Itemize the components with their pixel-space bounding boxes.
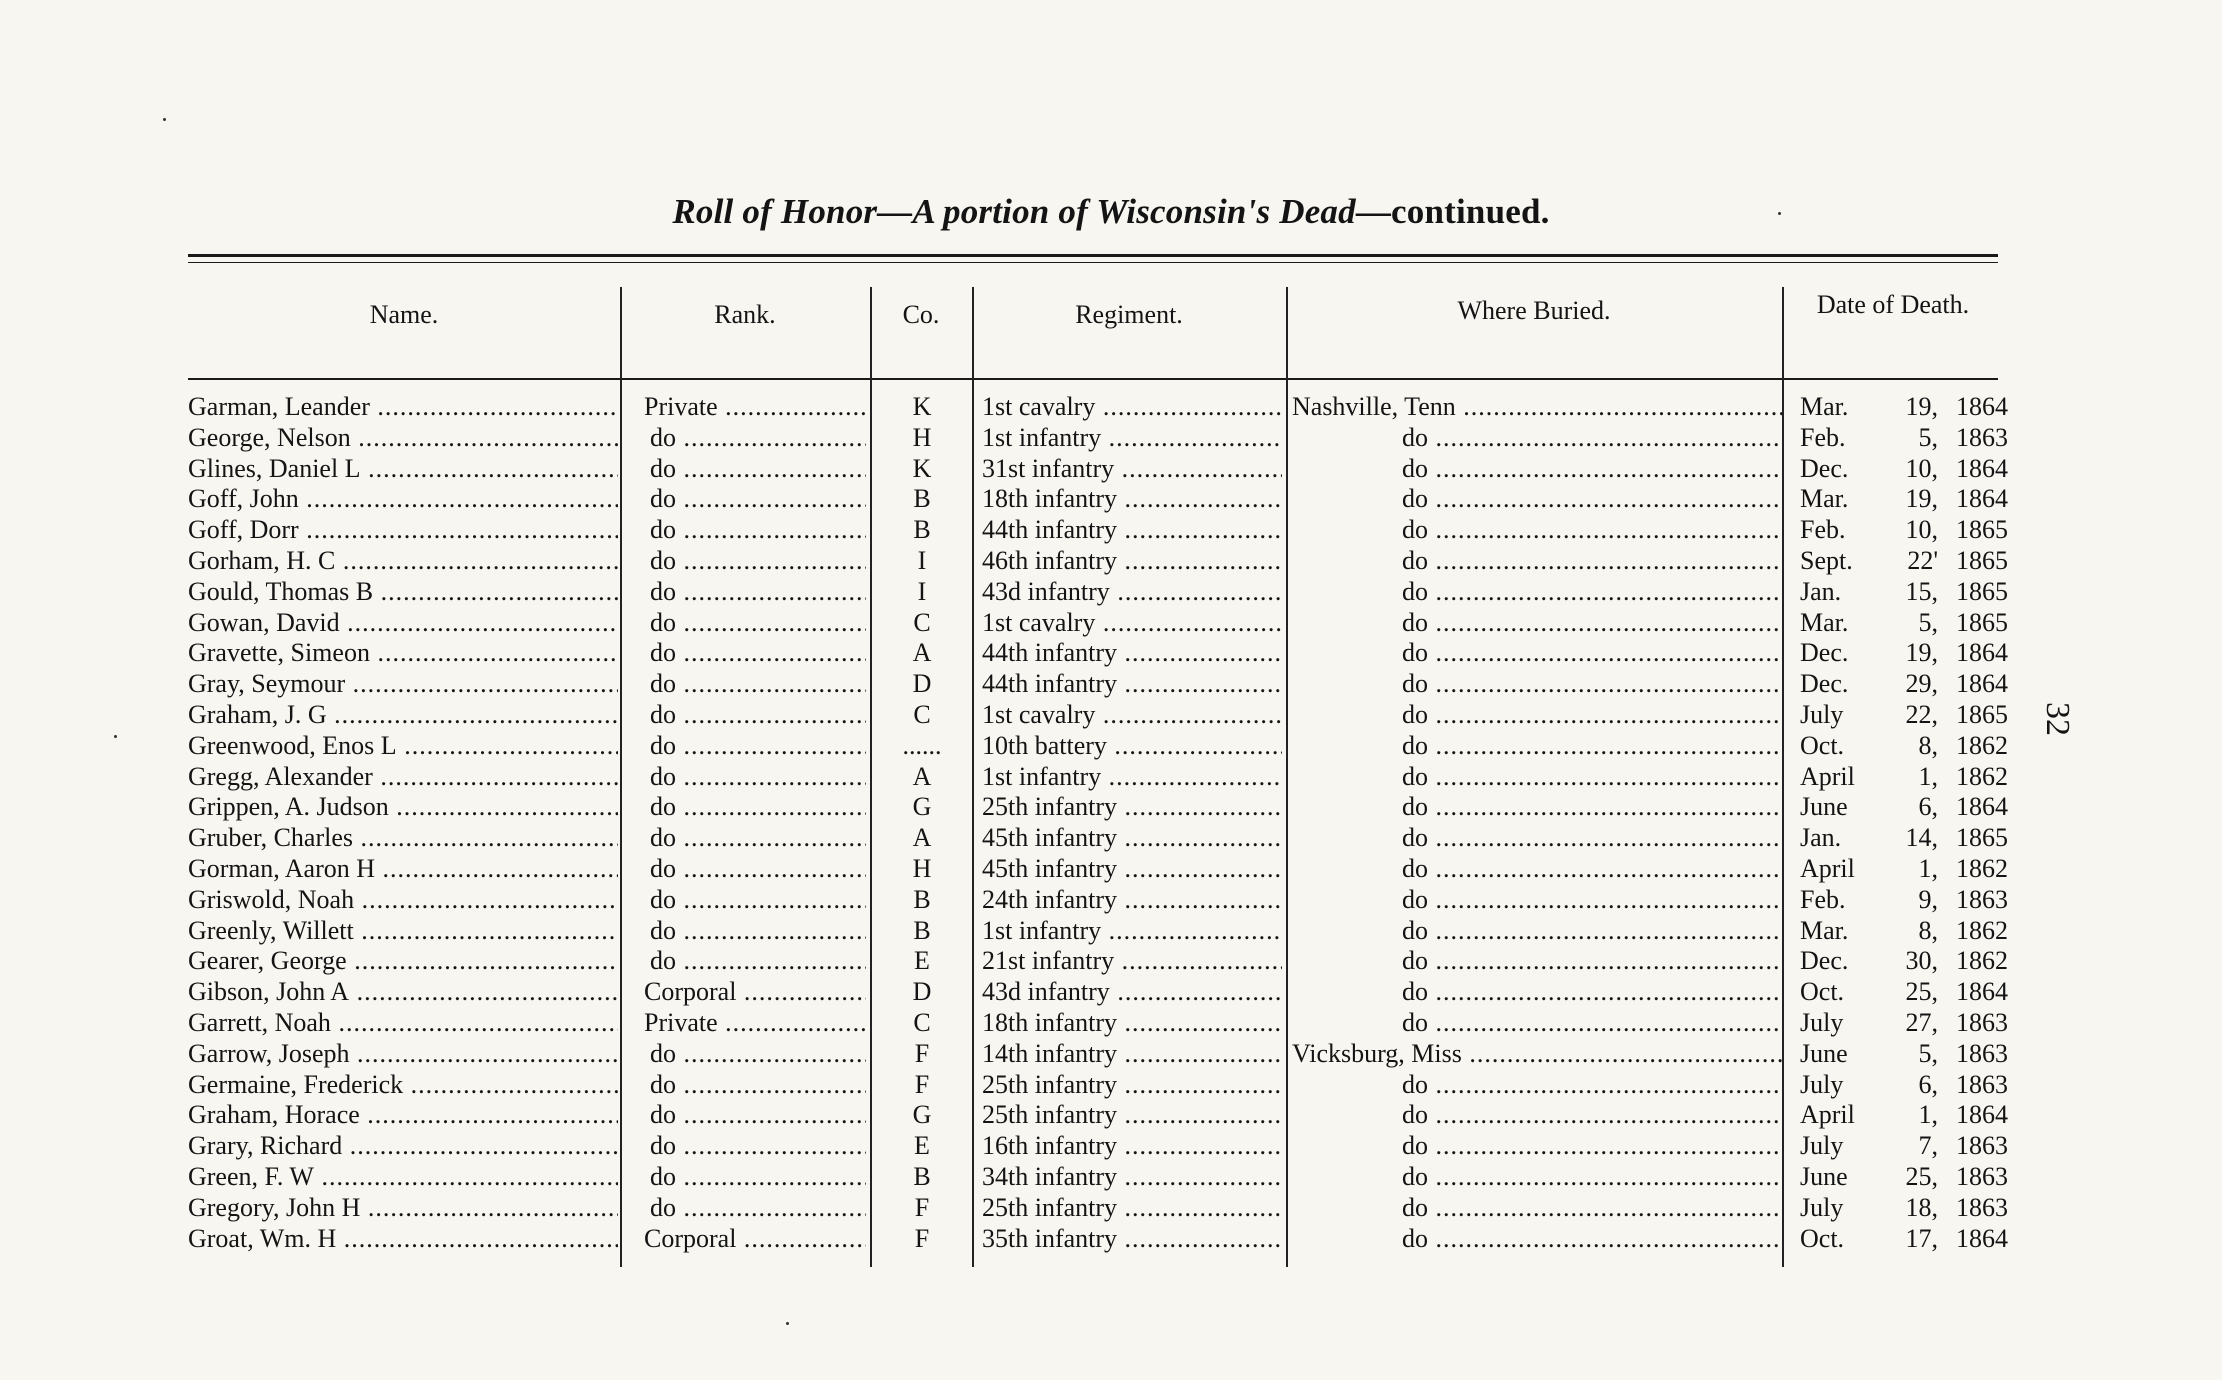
table-row [0, 1193, 2222, 1224]
soldier-rank: do ..... [630, 700, 866, 730]
soldier-name: Gregg, Alexander ..... [188, 762, 618, 792]
table-row [0, 1131, 2222, 1162]
soldier-name: Graham, Horace ..... [188, 1100, 618, 1130]
regiment: 1st infantry ..... [982, 762, 1282, 792]
regiment: 18th infantry ..... [982, 484, 1282, 514]
date-of-death [1800, 916, 2012, 946]
soldier-rank: do ..... [630, 854, 866, 884]
date-of-death [1800, 392, 2012, 422]
soldier-name: Griswold, Noah ..... [188, 885, 618, 915]
company: G [912, 1100, 932, 1130]
soldier-name: Goff, John ..... [188, 484, 618, 514]
top-rule-thick [188, 254, 1998, 257]
regiment: 44th infantry ..... [982, 638, 1282, 668]
death-month: Oct. [1800, 730, 1845, 760]
date-of-death [1800, 1039, 2012, 1069]
regiment: 25th infantry ..... [982, 1100, 1282, 1130]
death-year: 1863 [1956, 1192, 2008, 1222]
company: K [912, 453, 932, 483]
death-month: April [1800, 853, 1855, 883]
death-month: Mar. [1800, 915, 1849, 945]
company: F [914, 1069, 930, 1099]
soldier-rank: do ..... [630, 823, 866, 853]
header-co: Co. [902, 300, 940, 329]
regiment: 43d infantry ..... [982, 977, 1282, 1007]
company: G [912, 792, 932, 822]
death-year: 1864 [1956, 1100, 2008, 1130]
date-of-death [1800, 577, 2012, 607]
death-day: 8, [1918, 915, 1938, 945]
company: F [914, 1192, 930, 1222]
regiment: 10th battery ..... [982, 731, 1282, 761]
company: A [912, 761, 932, 791]
death-year: 1865 [1956, 545, 2008, 575]
death-year: 1864 [1956, 1223, 2008, 1253]
company: H [912, 853, 932, 883]
death-month: Dec. [1800, 638, 1849, 668]
death-year: 1864 [1956, 453, 2008, 483]
death-month: Feb. [1800, 884, 1846, 914]
print-speck [786, 1322, 789, 1325]
soldier-name: Gibson, John A ..... [188, 977, 618, 1007]
regiment: 45th infantry ..... [982, 854, 1282, 884]
burial-place: do ..... [1292, 885, 1782, 915]
burial-place: do ..... [1292, 916, 1782, 946]
soldier-rank: do ..... [630, 792, 866, 822]
burial-place: do ..... [1292, 669, 1782, 699]
soldier-rank: do ..... [630, 638, 866, 668]
death-year: 1865 [1956, 823, 2008, 853]
soldier-rank: do ..... [630, 515, 866, 545]
date-of-death [1800, 669, 2012, 699]
burial-place: do ..... [1292, 484, 1782, 514]
table-row [0, 577, 2222, 608]
roll-table-body [0, 392, 2222, 1254]
table-row [0, 854, 2222, 885]
death-day: 5, [1918, 1038, 1938, 1068]
death-day: 10, [1905, 453, 1938, 483]
date-of-death [1800, 1193, 2012, 1223]
soldier-name: Greenly, Willett ..... [188, 916, 618, 946]
regiment: 18th infantry ..... [982, 1008, 1282, 1038]
date-of-death [1800, 638, 2012, 668]
soldier-name: Gould, Thomas B ..... [188, 577, 618, 607]
table-row [0, 731, 2222, 762]
table-row [0, 1070, 2222, 1101]
death-month: July [1800, 1007, 1844, 1037]
company: D [912, 977, 932, 1007]
death-month: Jan. [1800, 576, 1842, 606]
soldier-name: Gorham, H. C ..... [188, 546, 618, 576]
death-year: 1862 [1956, 853, 2008, 883]
soldier-rank: Private ..... [630, 392, 866, 422]
regiment: 43d infantry ..... [982, 577, 1282, 607]
date-of-death [1800, 792, 2012, 822]
death-year: 1864 [1956, 484, 2008, 514]
soldier-rank: do ..... [630, 423, 866, 453]
date-of-death [1800, 977, 2012, 1007]
soldier-name: Gray, Seymour ..... [188, 669, 618, 699]
death-day: 22' [1907, 545, 1938, 575]
table-row [0, 885, 2222, 916]
death-month: Dec. [1800, 669, 1849, 699]
burial-place: do ..... [1292, 546, 1782, 576]
regiment: 1st cavalry ..... [982, 392, 1282, 422]
death-year: 1863 [1956, 1131, 2008, 1161]
death-year: 1865 [1956, 699, 2008, 729]
death-year: 1863 [1956, 1069, 2008, 1099]
date-of-death [1800, 1224, 2012, 1254]
burial-place: do ..... [1292, 854, 1782, 884]
soldier-rank: do ..... [630, 608, 866, 638]
table-row [0, 454, 2222, 485]
date-of-death [1800, 854, 2012, 884]
table-row [0, 1039, 2222, 1070]
death-day: 17, [1905, 1223, 1938, 1253]
death-day: 6, [1918, 792, 1938, 822]
death-month: April [1800, 1100, 1855, 1130]
company: B [913, 915, 931, 945]
table-row [0, 700, 2222, 731]
table-row [0, 1162, 2222, 1193]
table-row [0, 916, 2222, 947]
burial-place: do ..... [1292, 638, 1782, 668]
death-day: 6, [1918, 1069, 1938, 1099]
table-row [0, 515, 2222, 546]
table-row [0, 823, 2222, 854]
death-day: 19, [1905, 392, 1938, 421]
date-of-death [1800, 1162, 2012, 1192]
soldier-rank: do ..... [630, 546, 866, 576]
date-of-death [1800, 1008, 2012, 1038]
company: C [913, 699, 931, 729]
date-of-death [1800, 885, 2012, 915]
burial-place: do ..... [1292, 1193, 1782, 1223]
company: C [913, 1007, 931, 1037]
soldier-rank: do ..... [630, 1131, 866, 1161]
soldier-name: Glines, Daniel L ..... [188, 454, 618, 484]
death-month: Mar. [1800, 607, 1849, 637]
death-month: June [1800, 1161, 1848, 1191]
soldier-rank: do ..... [630, 885, 866, 915]
death-year: 1865 [1956, 607, 2008, 637]
burial-place: do ..... [1292, 1100, 1782, 1130]
death-year: 1864 [1956, 977, 2008, 1007]
date-of-death [1800, 762, 2012, 792]
company: F [914, 1223, 930, 1253]
regiment: 31st infantry ..... [982, 454, 1282, 484]
company: B [913, 484, 931, 514]
date-of-death [1800, 423, 2012, 453]
soldier-name: Garrow, Joseph ..... [188, 1039, 618, 1069]
death-day: 14, [1905, 823, 1938, 853]
death-month: Oct. [1800, 1223, 1845, 1253]
soldier-name: Gravette, Simeon ..... [188, 638, 618, 668]
company: B [913, 1161, 931, 1191]
header-regiment: Regiment. [1075, 300, 1183, 329]
death-month: Dec. [1800, 946, 1849, 976]
death-year: 1863 [1956, 884, 2008, 914]
table-row [0, 1224, 2222, 1255]
death-month: April [1800, 761, 1855, 791]
burial-place: do ..... [1292, 823, 1782, 853]
burial-place: do ..... [1292, 1224, 1782, 1254]
death-month: Feb. [1800, 515, 1846, 545]
death-day: 29, [1905, 669, 1938, 699]
death-day: 7, [1918, 1131, 1938, 1161]
death-year: 1863 [1956, 1161, 2008, 1191]
table-row [0, 546, 2222, 577]
soldier-name: Graham, J. G ..... [188, 700, 618, 730]
soldier-rank: do ..... [630, 1070, 866, 1100]
regiment: 35th infantry ..... [982, 1224, 1282, 1254]
death-year: 1863 [1956, 1007, 2008, 1037]
company: D [912, 669, 932, 699]
regiment: 44th infantry ..... [982, 669, 1282, 699]
regiment: 16th infantry ..... [982, 1131, 1282, 1161]
death-day: 19, [1905, 484, 1938, 514]
soldier-name: Gregory, John H ..... [188, 1193, 618, 1223]
burial-place: do ..... [1292, 792, 1782, 822]
death-month: June [1800, 792, 1848, 822]
date-of-death [1800, 608, 2012, 638]
company: H [912, 422, 932, 452]
burial-place: do ..... [1292, 515, 1782, 545]
death-year: 1864 [1956, 669, 2008, 699]
death-month: June [1800, 1038, 1848, 1068]
date-of-death [1800, 823, 2012, 853]
death-month: Sept. [1800, 545, 1853, 575]
burial-place: do ..... [1292, 977, 1782, 1007]
soldier-rank: do ..... [630, 762, 866, 792]
header-rule [188, 378, 1998, 380]
table-row [0, 946, 2222, 977]
company: C [913, 607, 931, 637]
death-day: 30, [1905, 946, 1938, 976]
table-row [0, 423, 2222, 454]
soldier-rank: do ..... [630, 946, 866, 976]
page-title [0, 192, 2222, 232]
death-day: 10, [1905, 515, 1938, 545]
header-name: Name. [369, 300, 439, 329]
regiment: 34th infantry ..... [982, 1162, 1282, 1192]
soldier-rank: do ..... [630, 1100, 866, 1130]
death-year: 1863 [1956, 1038, 2008, 1068]
soldier-name: Grippen, A. Judson ..... [188, 792, 618, 822]
company: B [913, 515, 931, 545]
date-of-death [1800, 546, 2012, 576]
death-month: July [1800, 1192, 1844, 1222]
burial-place: do ..... [1292, 731, 1782, 761]
soldier-name: Gowan, David ..... [188, 608, 618, 638]
print-speck [1778, 212, 1781, 215]
soldier-name: Greenwood, Enos L ..... [188, 731, 618, 761]
regiment: 1st cavalry ..... [982, 608, 1282, 638]
company: A [912, 638, 932, 668]
top-rule-thin [188, 262, 1998, 263]
death-day: 9, [1918, 884, 1938, 914]
soldier-rank: Corporal ..... [630, 977, 866, 1007]
date-of-death [1800, 515, 2012, 545]
date-of-death [1800, 700, 2012, 730]
company: E [914, 1131, 930, 1161]
soldier-rank: do ..... [630, 577, 866, 607]
company: F [914, 1038, 930, 1068]
date-of-death [1800, 1070, 2012, 1100]
page-number: 32 [2039, 702, 2076, 736]
death-year: 1863 [1956, 422, 2008, 452]
death-month: July [1800, 699, 1844, 729]
death-month: July [1800, 1069, 1844, 1099]
date-of-death [1800, 1100, 2012, 1130]
burial-place: Vicksburg, Miss ..... [1292, 1039, 1782, 1069]
regiment: 1st infantry ..... [982, 423, 1282, 453]
print-speck [163, 118, 166, 121]
death-month: Oct. [1800, 977, 1845, 1007]
death-year: 1862 [1956, 730, 2008, 760]
death-year: 1865 [1956, 576, 2008, 606]
burial-place: do ..... [1292, 1070, 1782, 1100]
table-row [0, 392, 2222, 423]
soldier-name: Goff, Dorr ..... [188, 515, 618, 545]
soldier-rank: do ..... [630, 669, 866, 699]
regiment: 1st infantry ..... [982, 916, 1282, 946]
table-row [0, 977, 2222, 1008]
soldier-name: Gorman, Aaron H ..... [188, 854, 618, 884]
death-month: Mar. [1800, 484, 1849, 514]
date-of-death [1800, 454, 2012, 484]
death-year: 1862 [1956, 946, 2008, 976]
company: I [917, 545, 927, 575]
table-row [0, 669, 2222, 700]
soldier-rank: do ..... [630, 484, 866, 514]
regiment: 46th infantry ..... [982, 546, 1282, 576]
soldier-rank: do ..... [630, 1162, 866, 1192]
death-month: July [1800, 1131, 1844, 1161]
soldier-rank: do ..... [630, 731, 866, 761]
burial-place: do ..... [1292, 762, 1782, 792]
soldier-name: Green, F. W ..... [188, 1162, 618, 1192]
death-day: 8, [1918, 730, 1938, 760]
regiment: 14th infantry ..... [982, 1039, 1282, 1069]
death-year: 1862 [1956, 915, 2008, 945]
death-year: 1865 [1956, 515, 2008, 545]
regiment: 25th infantry ..... [982, 792, 1282, 822]
table-row [0, 792, 2222, 823]
death-day: 19, [1905, 638, 1938, 668]
death-year: 1864 [1956, 638, 2008, 668]
company: E [914, 946, 930, 976]
table-row [0, 638, 2222, 669]
burial-place: Nashville, Tenn ..... [1292, 392, 1782, 422]
soldier-name: Garman, Leander ..... [188, 392, 618, 422]
header-where-buried: Where Buried. [1457, 296, 1611, 325]
burial-place: do ..... [1292, 423, 1782, 453]
regiment: 24th infantry ..... [982, 885, 1282, 915]
table-row [0, 1100, 2222, 1131]
soldier-name: Germaine, Frederick ..... [188, 1070, 618, 1100]
burial-place: do ..... [1292, 1162, 1782, 1192]
death-day: 5, [1918, 422, 1938, 452]
burial-place: do ..... [1292, 700, 1782, 730]
company: I [917, 576, 927, 606]
table-row [0, 762, 2222, 793]
soldier-name: George, Nelson ..... [188, 423, 618, 453]
soldier-name: Grary, Richard ..... [188, 1131, 618, 1161]
death-day: 25, [1905, 1161, 1938, 1191]
date-of-death [1800, 484, 2012, 514]
regiment: 44th infantry ..... [982, 515, 1282, 545]
regiment: 21st infantry ..... [982, 946, 1282, 976]
regiment: 25th infantry ..... [982, 1193, 1282, 1223]
company: K [912, 392, 932, 421]
title-continued: —continued. [1355, 192, 1550, 231]
soldier-rank: do ..... [630, 454, 866, 484]
death-day: 25, [1905, 977, 1938, 1007]
burial-place: do ..... [1292, 608, 1782, 638]
soldier-name: Garrett, Noah ..... [188, 1008, 618, 1038]
death-month: Mar. [1800, 392, 1849, 421]
regiment: 45th infantry ..... [982, 823, 1282, 853]
burial-place: do ..... [1292, 1008, 1782, 1038]
header-date-of-death: Date of Death. [1816, 290, 1970, 319]
regiment: 25th infantry ..... [982, 1070, 1282, 1100]
soldier-name: Gearer, George ..... [188, 946, 618, 976]
soldier-name: Gruber, Charles ..... [188, 823, 618, 853]
death-year: 1864 [1956, 792, 2008, 822]
death-day: 27, [1905, 1007, 1938, 1037]
soldier-rank: do ..... [630, 1193, 866, 1223]
company: B [913, 884, 931, 914]
company: ...... [902, 730, 942, 760]
soldier-rank: do ..... [630, 916, 866, 946]
soldier-name: Groat, Wm. H ..... [188, 1224, 618, 1254]
burial-place: do ..... [1292, 577, 1782, 607]
header-rank: Rank. [714, 300, 776, 329]
death-year: 1862 [1956, 761, 2008, 791]
soldier-rank: Private ..... [630, 1008, 866, 1038]
burial-place: do ..... [1292, 1131, 1782, 1161]
table-row [0, 1008, 2222, 1039]
death-day: 18, [1905, 1192, 1938, 1222]
company: A [912, 823, 932, 853]
death-day: 1, [1918, 761, 1938, 791]
death-day: 1, [1918, 853, 1938, 883]
death-day: 5, [1918, 607, 1938, 637]
death-month: Jan. [1800, 823, 1842, 853]
soldier-rank: Corporal ..... [630, 1224, 866, 1254]
regiment: 1st cavalry ..... [982, 700, 1282, 730]
table-row [0, 608, 2222, 639]
death-day: 1, [1918, 1100, 1938, 1130]
death-month: Dec. [1800, 453, 1849, 483]
burial-place: do ..... [1292, 946, 1782, 976]
burial-place: do ..... [1292, 454, 1782, 484]
death-day: 22, [1905, 699, 1938, 729]
death-day: 15, [1905, 576, 1938, 606]
date-of-death [1800, 731, 2012, 761]
death-month: Feb. [1800, 422, 1846, 452]
table-row [0, 484, 2222, 515]
date-of-death [1800, 1131, 2012, 1161]
print-speck [114, 735, 117, 738]
date-of-death [1800, 946, 2012, 976]
death-year: 1864 [1956, 392, 2008, 421]
title-main: Roll of Honor—A portion of Wisconsin's Dead [672, 192, 1356, 231]
soldier-rank: do ..... [630, 1039, 866, 1069]
